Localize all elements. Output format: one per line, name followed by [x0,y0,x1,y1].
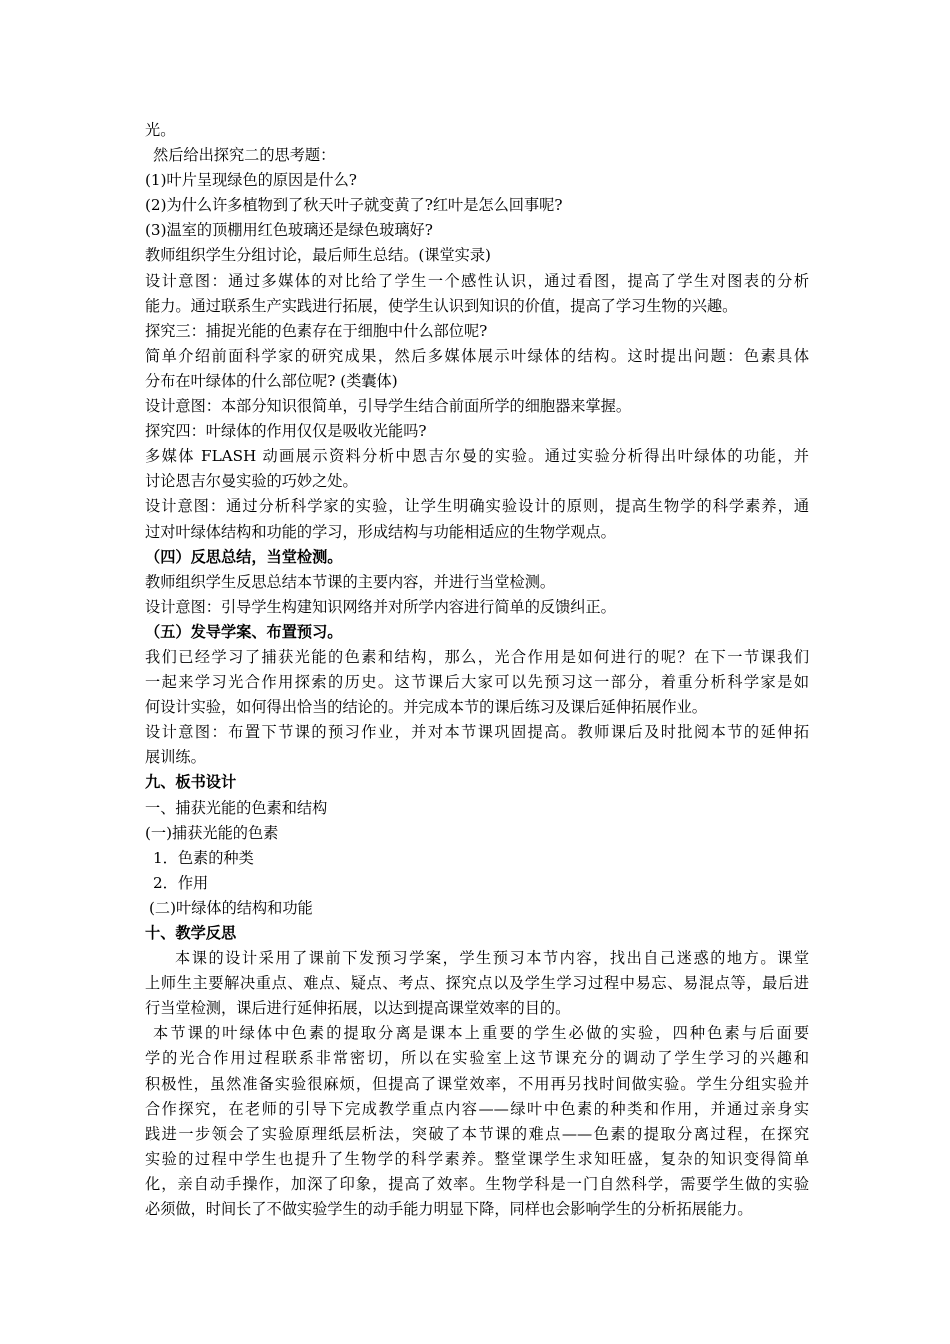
text-line: 然后给出探究二的思考题： [153,146,336,165]
text-line: 我们已经学习了捕获光能的色素和结构，那么，光合作用是如何进行的呢？在下一节课我们 [145,647,809,666]
outline-item: (二)叶绿体的结构和功能 [149,898,313,917]
text-line: 践进一步领会了实验原理纸层析法，突破了本节课的难点——色素的提取分离过程，在探究 [145,1124,809,1143]
text-line: 积极性，虽然准备实验很麻烦，但提高了课堂效率，不用再另找时间做实验。学生分组实验并 [145,1074,809,1093]
outline-item: 2．作用 [153,873,209,892]
text-line: 能力。通过联系生产实践进行拓展，使学生认识到知识的价值，提高了学习生物的兴趣。 [145,296,738,315]
text-line: 教师组织学生分组讨论，最后师生总结。(课堂实录) [145,246,491,265]
text-line: 多媒体 FLASH 动画展示资料分析中恩吉尔曼的实验。通过实验分析得出叶绿体的功能，并 [145,447,809,466]
text-line: 探究三：捕捉光能的色素存在于细胞中什么部位呢? [145,321,488,340]
text-line: 设计意图：通过多媒体的对比给了学生一个感性认识，通过看图，提高了学生对图表的分析 [145,271,809,290]
text-line: 探究四：叶绿体的作用仅仅是吸收光能吗? [145,422,427,441]
text-line: 何设计实验，如何得出恰当的结论的。并完成本节的课后练习及课后延伸拓展作业。 [145,698,707,717]
text-line: 教师组织学生反思总结本节课的主要内容，并进行当堂检测。 [145,572,556,591]
text-line: 简单介绍前面科学家的研究成果，然后多媒体展示叶绿体的结构。这时提出问题：色素具体 [145,346,809,365]
section-heading: 九、板书设计 [145,773,237,792]
question-line: (3)温室的顶棚用红色玻璃还是绿色玻璃好? [145,221,433,240]
outline-item: (一)捕获光能的色素 [145,823,279,842]
text-line: 上师生主要解决重点、难点、疑点、考点、探究点以及学生学习过程中易忘、易混点等，最后进 [145,974,809,993]
section-heading: （五）发导学案、布置预习。 [145,622,343,641]
text-line: 光。 [145,121,176,139]
text-line: 讨论恩吉尔曼实验的巧妙之处。 [145,472,358,491]
outline-item: 1．色素的种类 [153,848,254,867]
text-line: 本课的设计采用了课前下发预习学案，学生预习本节内容，找出自己迷惑的地方。课堂 [175,949,809,968]
text-line: 一起来学习光合作用探索的历史。这节课后大家可以先预习这一部分，着重分析科学家是如 [145,673,809,692]
text-line: 过对叶绿体结构和功能的学习，形成结构与功能相适应的生物学观点。 [145,522,616,541]
text-line: 展训练。 [145,748,206,767]
text-line: 学的光合作用过程联系非常密切，所以在实验室上这节课充分的调动了学生学习的兴趣和 [145,1049,809,1068]
text-line: 本节课的叶绿体中色素的提取分离是课本上重要的学生必做的实验，四种色素与后面要 [153,1024,809,1043]
section-heading: 十、教学反思 [145,924,237,942]
text-line: 分布在叶绿体的什么部位呢? (类囊体) [145,371,398,390]
text-line: 设计意图：布置下节课的预习作业，并对本节课巩固提高。教师课后及时批阅本节的延伸拓 [145,723,809,742]
text-line: 行当堂检测，课后进行延伸拓展，以达到提高课堂效率的目的。 [145,999,571,1018]
text-line: 设计意图：通过分析科学家的实验，让学生明确实验设计的原则，提高生物学的科学素养，通 [145,497,809,516]
text-line: 设计意图：引导学生构建知识网络并对所学内容进行简单的反馈纠正。 [145,597,616,616]
text-line: 合作探究，在老师的引导下完成教学重点内容——绿叶中色素的种类和作用，并通过亲身实 [145,1099,809,1118]
section-heading: （四）反思总结，当堂检测。 [145,547,343,566]
text-line: 设计意图：本部分知识很简单，引导学生结合前面所学的细胞器来掌握。 [145,397,631,416]
text-line: 化，亲自动手操作，加深了印象，提高了效率。生物学科是一门自然科学，需要学生做的实验 [145,1174,809,1193]
text-line: 实验的过程中学生也提升了生物学的科学素养。整堂课学生求知旺盛，复杂的知识变得简单 [145,1149,809,1168]
document-page [145,118,809,1222]
question-line: (2)为什么许多植物到了秋天叶子就变黄了?红叶是怎么回事呢? [145,196,563,215]
text-line: 必须做，时间长了不做实验学生的动手能力明显下降，同样也会影响学生的分析拓展能力。 [145,1200,753,1219]
question-line: (1)叶片呈现绿色的原因是什么? [145,171,357,190]
outline-item: 一、捕获光能的色素和结构 [145,798,328,817]
